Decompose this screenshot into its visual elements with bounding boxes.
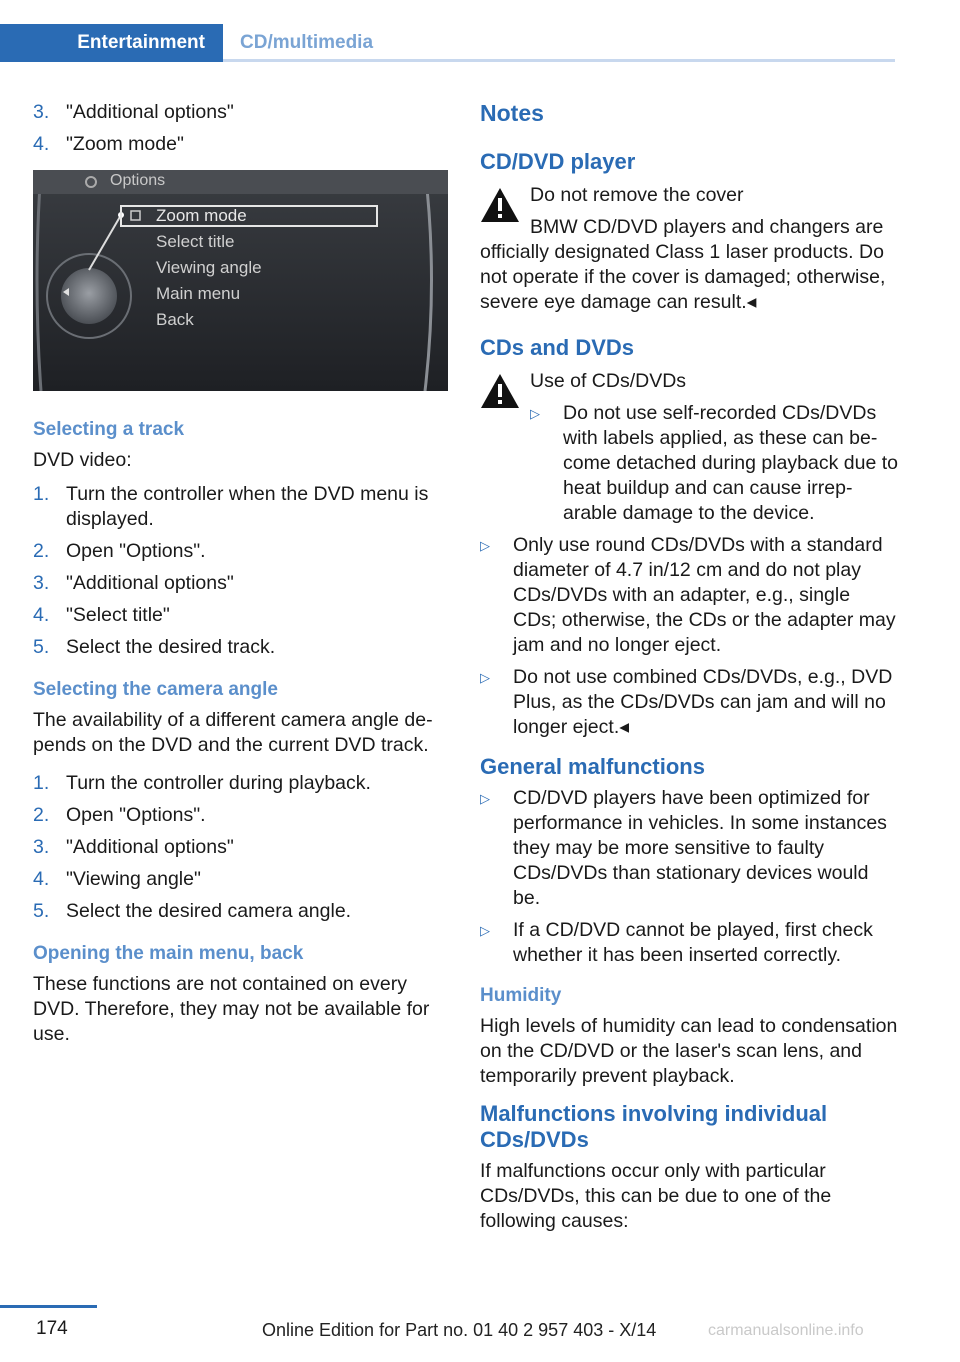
- cd-dvd-player-heading: CD/DVD player: [480, 149, 636, 174]
- bullet-triangle-icon: ▷: [480, 791, 490, 806]
- list-item: 5. Select the desired track.: [33, 636, 276, 658]
- bullet-triangle-icon: ▷: [480, 538, 490, 553]
- list-item: 2. Open "Options".: [33, 804, 206, 826]
- options-screen-image: [33, 170, 448, 391]
- header-rule: [223, 59, 895, 62]
- list-item: 5. Select the desired camera angle.: [33, 900, 352, 922]
- list-item: 3. "Additional options": [33, 836, 234, 858]
- list-item: 4. "Select title": [33, 604, 170, 626]
- page-number: 174: [36, 1318, 68, 1339]
- list-item: ▷ Only use round CDs/DVDs with a standard diameter of 4.7 in/12 cm and do not play CDs/DVDs with an adapter, e.g., single CDs; otherwise, the CDs or the adapter may jam and no longer eject.: [480, 534, 896, 656]
- individual-malfunctions-heading: Malfunctions involving individual CDs/DVDs: [480, 1101, 828, 1152]
- screen-menu-item: Back: [156, 310, 194, 329]
- screen-menu-item: Main menu: [156, 284, 241, 303]
- warning-title: Use of CDs/DVDs: [530, 370, 687, 392]
- individual-malfunctions-text: If malfunctions occur only with particular CDs/DVDs, this can be due to one of the following causes:: [480, 1160, 832, 1232]
- warning-list: [530, 401, 898, 526]
- idrive-screen-graphic: [33, 170, 448, 391]
- warning-triangle-icon: [480, 373, 520, 409]
- list-item: 1. Turn the controller when the DVD menu is displayed.: [33, 483, 429, 530]
- options-steps-list: [33, 100, 448, 157]
- left-column: [33, 100, 448, 1056]
- list-item: ▷ Do not use self-recorded CDs/DVDs with labels applied, as these can become detached during playback due to heat buildup and can cause irreparable damage to the device.: [530, 402, 898, 524]
- list-item: 4. "Viewing angle": [33, 868, 201, 890]
- warning-text: BMW CD/DVD players and changers are officially designated Class 1 laser products. Do not operate if the cover is damaged; otherwise, severe eye damage can result.◂: [480, 216, 886, 313]
- screen-menu-item: Select title: [156, 232, 235, 251]
- track-intro: DVD video:: [33, 449, 132, 471]
- list-item: ▷ CD/DVD players have been optimized for performance in vehicles. In some instances they may be more sensitive to faulty CDs/DVDs than stationary devices would be.: [480, 787, 887, 909]
- warning-triangle-icon: [480, 187, 520, 223]
- list-item: 3. "Additional options": [33, 572, 234, 594]
- bullet-triangle-icon: ▷: [530, 406, 540, 421]
- section-heading-track: Selecting a track: [33, 419, 185, 440]
- cds-list: [480, 533, 898, 740]
- notes-heading: Notes: [480, 100, 544, 126]
- warning-use: [480, 369, 898, 526]
- general-malfunctions-heading: General malfunctions: [480, 754, 705, 779]
- humidity-text: High levels of humidity can lead to condensation on the CD/DVD or the laser's scan lens, and temporarily prevent playback.: [480, 1015, 898, 1087]
- section-heading-main-menu: Opening the main menu, back: [33, 943, 304, 964]
- bullet-triangle-icon: ▷: [480, 923, 490, 938]
- angle-intro: The availability of a different camera angle depends on the DVD and the current DVD track.: [33, 709, 433, 756]
- track-steps-list: [33, 482, 448, 660]
- bullet-triangle-icon: ▷: [480, 670, 490, 685]
- list-item: 3. "Additional options": [33, 101, 234, 123]
- page-header: [0, 0, 895, 62]
- footer-rule: [0, 1305, 97, 1308]
- screen-menu-item: Zoom mode: [156, 206, 247, 225]
- screen-menu-item: Viewing angle: [156, 258, 262, 277]
- section-tab-cd-multimedia: CD/multimedia: [240, 32, 374, 53]
- watermark: carmanualsonline.info: [708, 1322, 864, 1339]
- warning-cover: [480, 183, 898, 315]
- screen-title: Options: [110, 172, 166, 189]
- main-menu-text: These functions are not contained on every DVD. Therefore, they may not be available for use.: [33, 973, 430, 1045]
- list-item: 1. Turn the controller during playback.: [33, 772, 371, 794]
- malfunctions-list: [480, 786, 898, 968]
- footer-edition: Online Edition for Part no. 01 40 2 957 403 - X/14: [262, 1320, 657, 1340]
- warning-title: Do not remove the cover: [530, 184, 744, 206]
- list-item: 4. "Zoom mode": [33, 133, 184, 155]
- section-tab-entertainment: Entertainment: [0, 24, 223, 62]
- list-item: ▷ Do not use combined CDs/DVDs, e.g., DVD Plus, as the CDs/DVDs can jam and will no longer eject.◂: [480, 666, 893, 738]
- right-column: [480, 100, 898, 1243]
- section-heading-angle: Selecting the camera angle: [33, 679, 278, 700]
- angle-steps-list: [33, 771, 448, 924]
- humidity-heading: Humidity: [480, 985, 562, 1006]
- list-item: ▷ If a CD/DVD cannot be played, first check whether it has been inserted correctly.: [480, 919, 873, 966]
- list-item: 2. Open "Options".: [33, 540, 206, 562]
- cds-dvds-heading: CDs and DVDs: [480, 335, 635, 360]
